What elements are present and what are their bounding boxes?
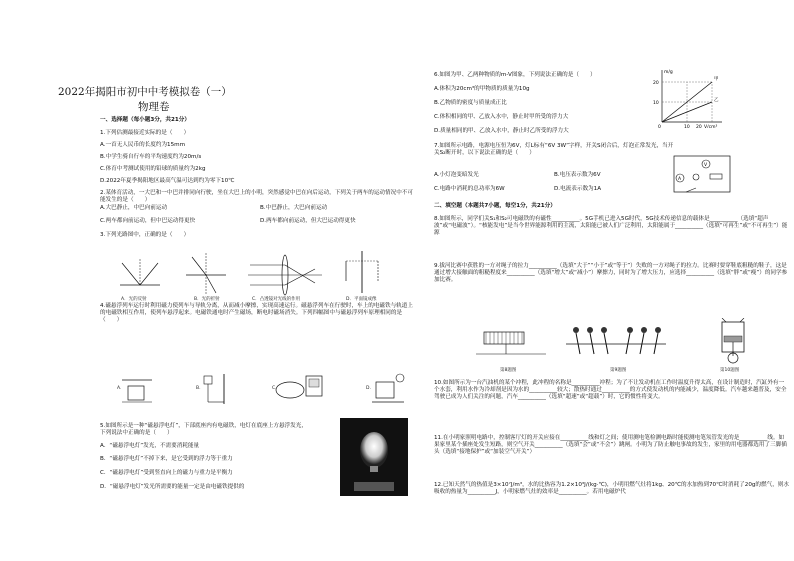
q2-option-a: A.大巴静止，中巴向前运动 — [100, 205, 168, 211]
q1-option-b: B.中学生骑自行车的平均速度约为20m/s — [100, 154, 202, 160]
graph-y-tick-20: 20 — [653, 81, 659, 86]
q2-stem: 2.某体育活动，一大巴和一中巴并排同向行驶，坐在大巴上的小明，突然感觉中巴在向后运动，下列关于两车的运动情况中不可能发生的是（ ） — [100, 190, 413, 203]
svg-text:A: A — [678, 177, 682, 182]
q3-caption-b: B．光的折射 — [194, 297, 220, 302]
q6-option-a: A.体积为20cm³的甲物质的质量为10g — [434, 86, 530, 92]
q3-caption-c: C．凸透镜对光线的作用 — [252, 297, 301, 302]
resistor-icon — [710, 174, 722, 179]
q3-caption-a: A．光的反射 — [121, 297, 147, 302]
fig10-caption: 第10题图 — [720, 368, 740, 373]
q4-fig-d — [372, 374, 404, 402]
graph-x-tick-10: 10 — [684, 125, 690, 128]
q1-stem: 1.下列估测最接近实际的是（ ） — [100, 130, 190, 136]
graph-x-tick-0: 0 — [658, 125, 661, 128]
q7-circuit — [666, 150, 738, 198]
q3-stem: 3.下列光路图中，正确的是（ ） — [100, 232, 190, 238]
q4-fig-b — [204, 374, 224, 404]
q9-stem: 9.拔河比赛中获胜的一方对绳子的拉力__________（选填“大于”“小于”或“等于”）失败的一方对绳子的拉力。比赛时要穿鞋底粗糙的鞋子，这是通过增大接触面的粗糙程度来__________（选填“增大”或“减小”）摩擦力，同时为了增大压力，应选择__________（选填“胖”或“瘦”）的同学参加比赛。 — [434, 263, 788, 283]
q4-caption-c: C. — [272, 386, 277, 391]
q5-option-b: B．“磁悬浮电灯”不掉下来，是它受到的浮力等于重力 — [100, 456, 233, 462]
q6-stem: 6.如图为甲、乙两种物质的m-V图象，下列说法正确的是（ ） — [434, 72, 596, 78]
q2-option-c: C.两车都向前运动，但中巴运动得更快 — [100, 218, 196, 224]
q4-caption-d: D. — [366, 386, 371, 391]
figures-row-8-9-10 — [436, 318, 786, 366]
q5-stem: 5.如图所示是一种“磁悬浮电灯”，下部底座内有电磁铁，电灯在底座上方悬浮发光，下列说法中正确的是（ ） — [100, 423, 307, 436]
q10-engine-cylinder-figure — [722, 318, 744, 363]
section-2-heading: 二、填空题（本题共7小题，每空1分，共21分） — [434, 203, 556, 209]
q2-option-b: B.中巴静止，大巴向前运动 — [260, 205, 328, 211]
graph-series-yi: 乙 — [714, 98, 719, 103]
q6-mv-graph — [650, 66, 726, 128]
convex-lens-diagram — [248, 255, 322, 295]
q6-option-b: B.乙物质的密度与质量成正比 — [434, 100, 507, 106]
q3-optics-figures — [100, 245, 418, 303]
q8-stem: 8.如图所示，同学们关S₁和S₂可电磁铁的有磁性__________。5G手机已进入5G时代，5G技术传递信息的载体是__________（选填“超声波”或“电磁波”）。“核能发电”是当今世界能源利用的主流，太阳能已被人们广泛利用，太阳能属于__________（选填“可再生”或“不可再生”）能源 — [434, 216, 788, 236]
q5-option-a: A．“磁悬浮电灯”发光，不需要消耗能量 — [100, 443, 200, 449]
exam-subtitle: 物理卷 — [138, 101, 170, 113]
refraction-diagram — [186, 253, 226, 295]
section-1-heading: 一、选择题（每小题3分，共21分） — [100, 117, 190, 123]
q4-caption-a: A. — [117, 386, 122, 391]
q1-option-a: A.一首无人民币的长度约为15mm — [100, 142, 186, 148]
q6-option-d: D.质量相同的甲、乙放入水中，静止时乙所受的浮力大 — [434, 128, 569, 134]
q3-caption-d: D．平面镜成像 — [346, 297, 377, 302]
exam-title: 2022年揭阳市初中中考模拟卷（一） — [58, 86, 232, 98]
right-questions — [434, 0, 789, 561]
q2-option-d: D.两车都向前运动，但大巴运动得更快 — [260, 218, 356, 224]
q1-option-d: D.2022年夏季揭阳地区最高气温可达到约为零下10℃ — [100, 178, 235, 184]
q7-option-d: D.电流表示数为1A — [554, 186, 602, 192]
q12-stem: 12.已知天然气的热值是3×10⁷J/m³，水的比热容为1.2×10³J/(kg·℃)，小明用燃气灶将1kg、20℃的水加热到70℃时消耗了20g的燃气，则水吸收的热量为__________J，小明家燃气灶的效率是__________。若用电磁炉代 — [434, 482, 789, 495]
graph-x-tick-20: 20 — [696, 125, 702, 128]
q4-fig-c — [276, 376, 322, 398]
q10-stem: 10.如图所示为一台汽油机的某个冲程，此冲程的名称是__________冲程；为了不让发动机在工作时温度升得太高，在设计制造时，汽缸外有一个水套，利用水作为冷却剂是因为水的__________较大；散热时通过__________的方式使发动机的内能减少，温度降低。汽车越来越普及，安全驾驶已成为人们关注的问题，汽车__________（选填“超速”或“超载”）时，它的惯性将变大。 — [434, 380, 787, 400]
fig8-caption: 第8题图 — [500, 368, 517, 373]
plane-mirror-diagram — [346, 251, 378, 293]
lamp-icon — [693, 174, 699, 180]
switch-icon — [686, 188, 696, 192]
q4-fig-a — [122, 380, 152, 402]
q9-tug-of-war-figure — [566, 327, 666, 354]
q6-option-c: C.体积相同的甲、乙放入水中，静止时甲所受的浮力大 — [434, 114, 569, 120]
fig9-caption: 第9题图 — [610, 368, 627, 373]
graph-y-label: m/g — [664, 70, 673, 75]
q7-option-b: B.电压表示数为6V — [554, 172, 601, 178]
q5-option-d: D．“磁悬浮电灯”发光所需要的能量一定是由电磁铁提供的 — [100, 484, 245, 490]
q4-caption-b: B. — [196, 386, 201, 391]
q1-option-c: C.体育中考测试使用的铅球的质量约为2kg — [100, 166, 206, 172]
q8-electromagnet-figure — [476, 332, 546, 354]
graph-x-label: V/cm³ — [704, 125, 718, 128]
svg-text:V: V — [704, 163, 708, 168]
q7-option-a: A.小灯泡变暗发光 — [434, 172, 479, 178]
q7-stem: 7.如图所示电路，电源电压恒为6V，灯L标有“6V 3W”字样，开关S闭合后，灯泡正常发光，当开关S₂断开时，以下说法正确的是（ ） — [434, 143, 674, 156]
q4-stem: 4.磁悬浮列车运行时利用磁力使列车与导轨分离，从而减小摩擦，实现高速运行。磁悬浮列车在行驶时，车上的电磁铁与轨道上的电磁铁相互作用，使列车悬浮起来。电磁铁通电时产生磁场，断电时磁场消失。下列四幅图中与磁悬浮列车原理相同的是（ ） — [100, 303, 413, 323]
graph-series-jia: 甲 — [714, 77, 719, 82]
q5-option-c: C．“磁悬浮电灯”受到竖直向上的磁力与重力是平衡力 — [100, 470, 233, 476]
graph-y-tick-10: 10 — [653, 101, 659, 106]
q11-stem: 11.在小明家照明电路中，控制客厅灯的开关应接在__________线和灯之间；使用测电笔检测电路时能使测电笔氖管发光的是__________线。如果家里某个插座处发生短路，则空气开关__________（选填“会”或“不会”）跳闸。小明为了防止触电事故的发生，家里的用电器都选用了三脚插头（选填“接地保护”或“加装空气开关”） — [434, 435, 787, 455]
q7-option-c: C.电路中消耗的总功率为6W — [434, 186, 505, 192]
levitating-lamp-photo — [340, 418, 408, 496]
reflection-diagram — [120, 259, 160, 285]
